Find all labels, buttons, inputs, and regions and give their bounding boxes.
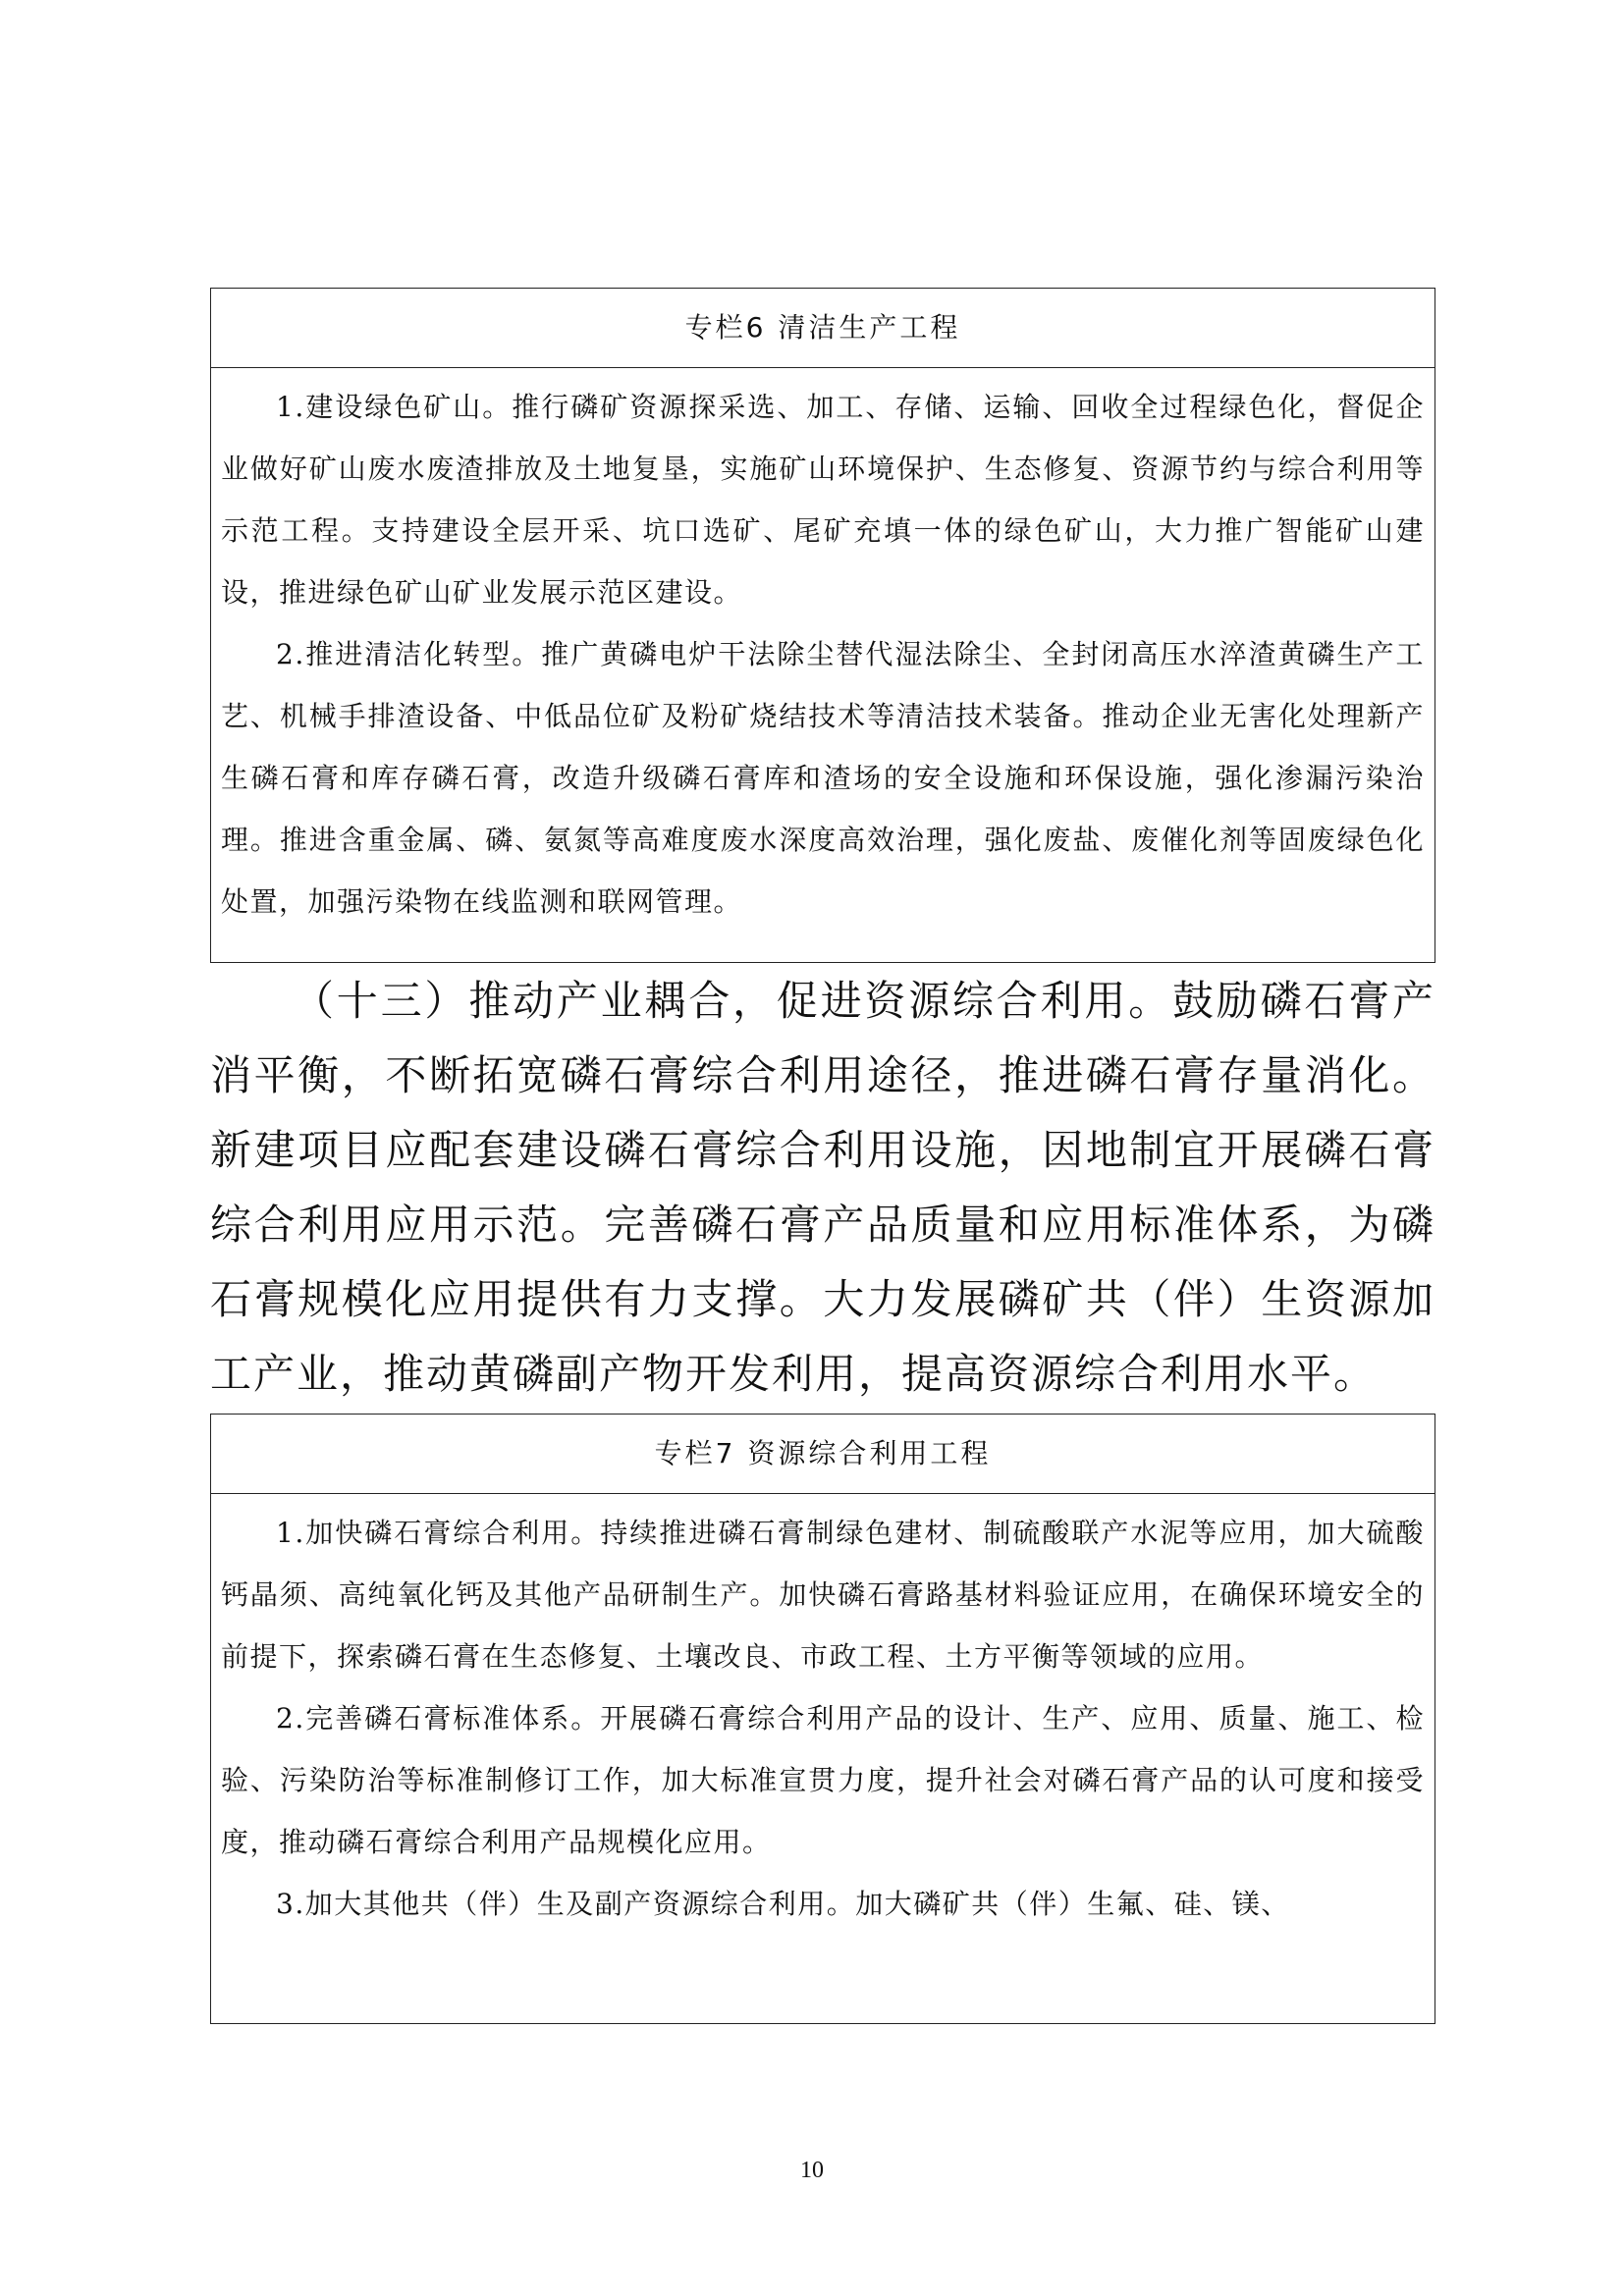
section-13-paragraph: （十三）推动产业耦合，促进资源综合利用。鼓励磷石膏产消平衡，不断拓宽磷石膏综合利用途径，推进磷石膏存量消化。新建项目应配套建设磷石膏综合利用设施，因地制宜开展磷石膏综合利用应用示范。完善磷石膏产品质量和应用标准体系，为磷石膏规模化应用提供有力支撑。大力发展磷矿共（伴）生资源加工产业，推动黄磷副产物开发利用，提高资源综合利用水平。	[210, 977, 1435, 1398]
column-box-6-paragraph-1: 1.建设绿色矿山。推行磷矿资源探采选、加工、存储、运输、回收全过程绿色化，督促企业做好矿山废水废渣排放及土地复垦，实施矿山环境保护、生态修复、资源节约与综合利用等示范工程。支持建设全层开采、坑口选矿、尾矿充填一体的绿色矿山，大力推广智能矿山建设，推进绿色矿山矿业发展示范区建设。	[221, 391, 1425, 609]
column-box-7-paragraph-2: 2.完善磷石膏标准体系。开展磷石膏综合利用产品的设计、生产、应用、质量、施工、检验、污染防治等标准制修订工作，加大标准宣贯力度，提升社会对磷石膏产品的认可度和接受度，推动磷石膏综合利用产品规模化应用。	[221, 1702, 1425, 1858]
column-box-7-title: 专栏7 资源综合利用工程	[211, 1415, 1435, 1494]
column-box-6-title: 专栏6 清洁生产工程	[211, 289, 1435, 368]
column-box-6-paragraph-2: 2.推进清洁化转型。推广黄磷电炉干法除尘替代湿法除尘、全封闭高压水淬渣黄磷生产工艺、机械手排渣设备、中低品位矿及粉矿烧结技术等清洁技术装备。推动企业无害化处理新产生磷石膏和库存磷石膏，改造升级磷石膏库和渣场的安全设施和环保设施，强化渗漏污染治理。推进含重金属、磷、氨氮等高难度废水深度高效治理，强化废盐、废催化剂等固废绿色化处置，加强污染物在线监测和联网管理。	[221, 638, 1425, 918]
column-box-6	[210, 288, 1435, 963]
column-box-6-body	[211, 368, 1435, 933]
column-box-7-body	[211, 1494, 1435, 1935]
column-box-7-paragraph-3: 3.加大其他共（伴）生及副产资源综合利用。加大磷矿共（伴）生氟、硅、镁、	[276, 1888, 1290, 1920]
column-box-7-paragraph-1: 1.加快磷石膏综合利用。持续推进磷石膏制绿色建材、制硫酸联产水泥等应用，加大硫酸钙晶须、高纯氧化钙及其他产品研制生产。加快磷石膏路基材料验证应用，在确保环境安全的前提下，探索磷石膏在生态修复、土壤改良、市政工程、土方平衡等领域的应用。	[221, 1517, 1425, 1673]
page-number: 10	[800, 2158, 824, 2183]
column-box-7	[210, 1414, 1435, 2024]
